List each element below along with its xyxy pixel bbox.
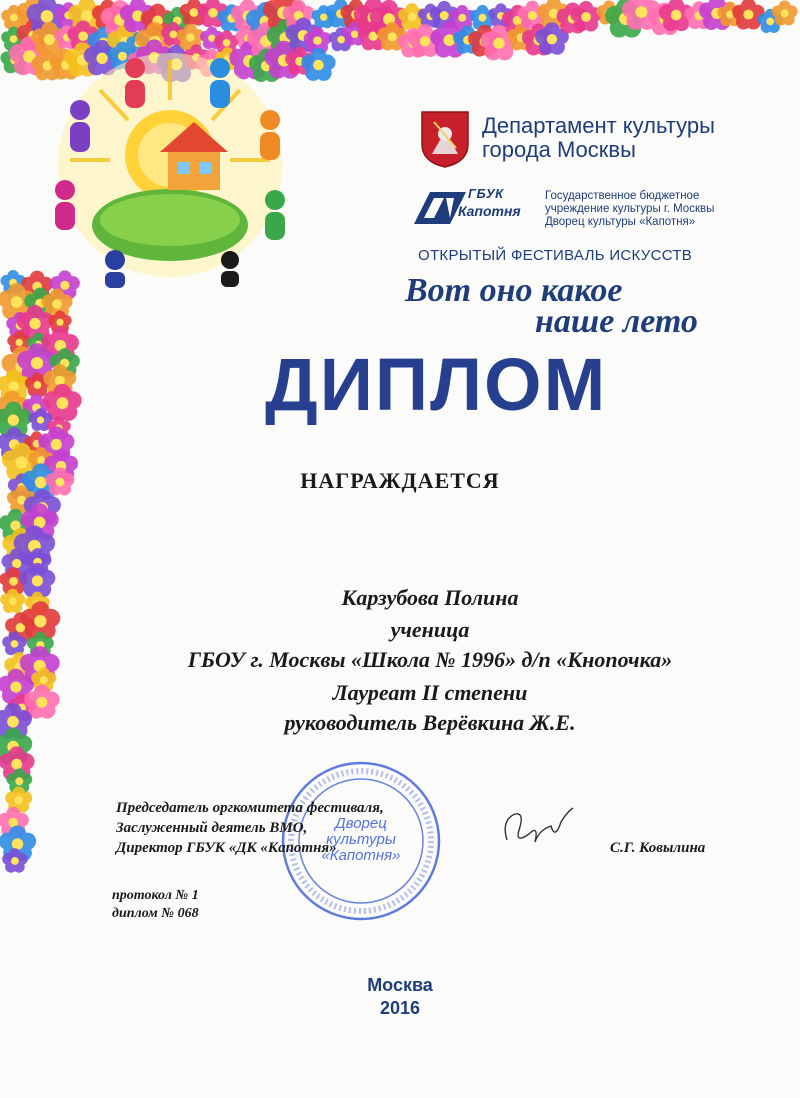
protocol-number: протокол № 1 — [112, 888, 199, 903]
signatory-line1: Председатель оргкомитета фестиваля, — [116, 800, 384, 816]
handwritten-signature-icon — [495, 800, 585, 860]
gbuk-mark-top: ГБУК — [468, 186, 504, 201]
recipient-role: ученица — [390, 617, 470, 642]
festival-name-line2: наше лето — [535, 303, 698, 340]
moscow-coat-of-arms-icon — [420, 110, 470, 168]
stamp-line3: «Капотня» — [321, 847, 401, 864]
flower-decoration — [772, 0, 798, 25]
signatory-line3: Директор ГБУК «ДК «Капотня» — [116, 840, 337, 856]
gbuk-mark — [410, 188, 538, 228]
sun-house-dancers-emblem-icon — [40, 40, 300, 290]
gbuk-line: Дворец культуры «Капотня» — [545, 216, 696, 228]
flower-decoration — [732, 0, 764, 30]
gbuk-line: Государственное бюджетное — [545, 190, 700, 202]
gbuk-logo — [410, 188, 750, 230]
signatory-name: С.Г. Ковылина — [610, 840, 706, 856]
recipient-school: ГБОУ г. Москвы «Школа № 1996» д/п «Кнопочка» — [187, 647, 673, 672]
signatory-line2: Заслуженный деятель ВМО, — [116, 820, 308, 836]
city: Москва — [367, 975, 433, 995]
recipient-name: Карзубова Полина — [341, 585, 519, 610]
department-logo — [420, 110, 750, 170]
gbuk-line: учреждение культуры г. Москвы — [545, 203, 715, 215]
gbuk-full-name — [545, 190, 714, 229]
recipient-award: Лауреат II степени — [332, 680, 528, 705]
year: 2016 — [379, 998, 421, 1018]
stamp-line2: культуры — [326, 831, 396, 848]
festival-type: ОТКРЫТЫЙ ФЕСТИВАЛЬ ИСКУССТВ — [418, 247, 693, 264]
gbuk-mark-bottom: Капотня — [458, 203, 521, 219]
recipient-supervisor: руководитель Верёвкина Ж.Е. — [284, 710, 576, 735]
stamp-line1: Дворец — [335, 815, 387, 832]
diploma-number: диплом № 068 — [112, 906, 199, 921]
department-name: Департамент культуры города Москвы — [482, 113, 715, 162]
diploma-title: ДИПЛОМ — [265, 343, 608, 426]
festival-name-line1: Вот оно какое — [405, 272, 623, 309]
awarded-heading: НАГРАЖДАЕТСЯ — [300, 468, 500, 493]
